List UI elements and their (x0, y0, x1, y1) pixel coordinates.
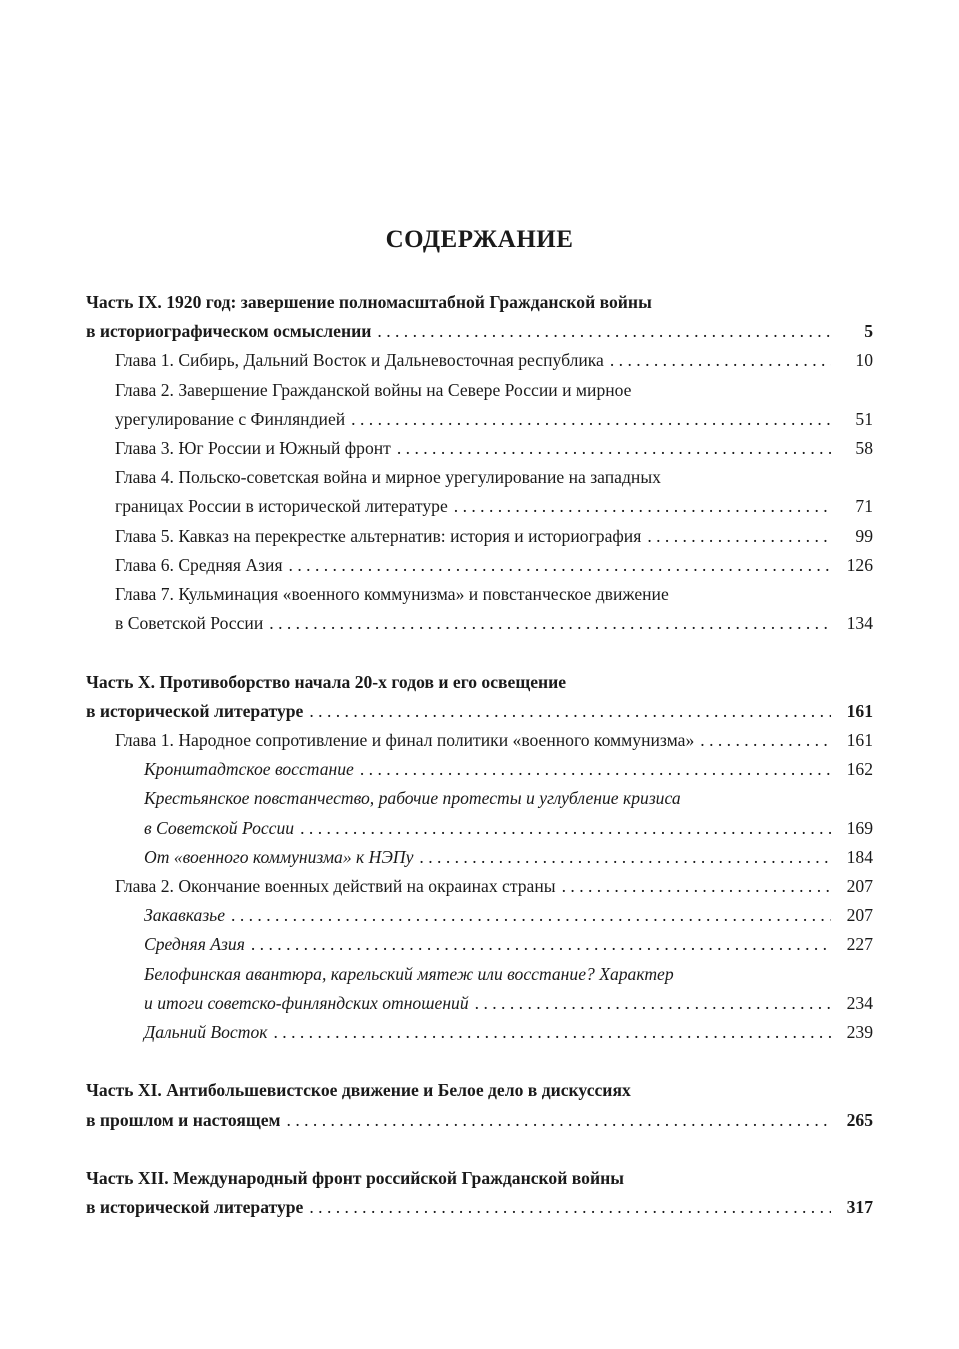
toc-entry-title: Глава 1. Народное сопротивление и финал политики «военного коммунизма» (115, 730, 695, 751)
page-title: СОДЕРЖАНИЕ (385, 226, 574, 253)
toc-entry-chapter[interactable] (86, 346, 873, 375)
toc-entry-title: границах России в исторической литературе (115, 496, 448, 517)
page-number: 99 (855, 525, 873, 546)
dot-leader (231, 901, 831, 930)
dot-leader (475, 989, 831, 1018)
page-number: 71 (855, 496, 873, 517)
dot-leader (351, 405, 831, 434)
toc-entry-title-line: Часть XI. Антибольшевистское движение и Белое дело в дискуссиях (86, 1080, 631, 1101)
toc-entry-part[interactable] (86, 668, 873, 726)
dot-leader (300, 814, 831, 843)
page-number: 51 (855, 408, 873, 429)
toc-entry-title-line: Глава 4. Польско-советская война и мирное урегулирование на западных (115, 467, 661, 488)
toc-entry-title-line: Глава 7. Кульминация «военного коммунизма» и повстанческое движение (115, 584, 669, 605)
toc-entry-part[interactable] (86, 288, 873, 346)
dot-leader (360, 755, 831, 784)
toc-entry-chapter[interactable] (86, 522, 873, 551)
toc-entry-section[interactable] (86, 843, 873, 872)
toc-entry-title: От «военного коммунизма» к НЭПу (144, 846, 414, 867)
dot-leader (251, 930, 831, 959)
toc-entry-section[interactable] (86, 1018, 873, 1047)
toc-entry-section[interactable] (86, 930, 873, 959)
dot-leader (562, 872, 831, 901)
dot-leader (647, 522, 831, 551)
dot-leader (309, 1193, 831, 1222)
toc-entry-title: урегулирование с Финляндией (115, 408, 346, 429)
toc-entry-title: Глава 5. Кавказ на перекрестке альтернатив: история и историография (115, 525, 642, 546)
dot-leader (287, 1106, 831, 1135)
page-number: 169 (846, 817, 873, 838)
dot-leader (700, 726, 831, 755)
toc-entry-title: и итоги советско-финляндских отношений (144, 992, 469, 1013)
toc-entry-chapter[interactable] (86, 726, 873, 755)
page-number: 317 (846, 1197, 873, 1218)
section-spacer (86, 1135, 873, 1164)
toc-entry-section[interactable] (86, 755, 873, 784)
page-number: 134 (846, 613, 873, 634)
toc-entry-title: Глава 3. Юг России и Южный фронт (115, 438, 391, 459)
page-number: 5 (864, 321, 873, 342)
page-number: 126 (846, 554, 873, 575)
toc-entry-title: Закавказье (144, 905, 226, 926)
toc-entry-title: в исторической литературе (86, 1197, 304, 1218)
page-number: 10 (855, 350, 873, 371)
toc-entry-title: Кронштадтское восстание (144, 759, 354, 780)
page-number: 58 (855, 438, 873, 459)
page-number: 239 (846, 1022, 873, 1043)
toc-entry-chapter[interactable] (86, 551, 873, 580)
toc-entry-title: в историографическом осмыслении (86, 321, 372, 342)
toc-entry-title: Глава 1. Сибирь, Дальний Восток и Дальневосточная республика (115, 350, 604, 371)
toc-entry-section[interactable] (86, 784, 873, 842)
toc-entry-title: в Советской России (144, 817, 295, 838)
section-spacer (86, 638, 873, 667)
table-of-contents (86, 288, 873, 1222)
dot-leader (269, 609, 831, 638)
page-number: 162 (846, 759, 873, 780)
page-number: 161 (846, 730, 873, 751)
toc-entry-chapter[interactable] (86, 434, 873, 463)
toc-entry-part[interactable] (86, 1164, 873, 1222)
toc-entry-chapter[interactable] (86, 376, 873, 434)
toc-entry-chapter[interactable] (86, 580, 873, 638)
toc-entry-title-line: Часть IX. 1920 год: завершение полномасштабной Гражданской войны (86, 292, 652, 312)
dot-leader (309, 697, 831, 726)
dot-leader (419, 843, 831, 872)
toc-entry-title: в прошлом и настоящем (86, 1109, 281, 1130)
toc-entry-chapter[interactable] (86, 872, 873, 901)
page-number: 207 (846, 905, 873, 926)
page-number: 161 (846, 700, 873, 721)
toc-entry-title: в Советской России (115, 613, 264, 634)
toc-entry-title-line: Белофинская авантюра, карельский мятеж или восстание? Характер (144, 963, 674, 984)
toc-entry-title-line: Часть X. Противоборство начала 20-х годов и его освещение (86, 671, 567, 692)
dot-leader (397, 434, 831, 463)
toc-entry-part[interactable] (86, 1076, 873, 1134)
toc-entry-title: Средняя Азия (144, 934, 245, 955)
section-spacer (86, 1047, 873, 1076)
dot-leader (273, 1018, 831, 1047)
dot-leader (377, 317, 831, 346)
toc-entry-title: Дальний Восток (144, 1022, 268, 1043)
dot-leader (454, 492, 831, 521)
page-number: 207 (846, 876, 873, 897)
toc-entry-chapter[interactable] (86, 463, 873, 521)
dot-leader (610, 346, 831, 375)
toc-entry-title-line: Часть XII. Международный фронт российской Гражданской войны (86, 1168, 624, 1189)
page-number: 265 (846, 1109, 873, 1130)
toc-entry-title: Глава 2. Окончание военных действий на окраинах страны (115, 876, 556, 897)
toc-entry-title-line: Крестьянское повстанчество, рабочие протесты и углубление кризиса (144, 788, 681, 809)
toc-entry-title: Глава 6. Средняя Азия (115, 554, 283, 575)
page-number: 184 (846, 846, 873, 867)
toc-entry-section[interactable] (86, 960, 873, 1018)
toc-entry-title-line: Глава 2. Завершение Гражданской войны на Севере России и мирное (115, 379, 632, 400)
dot-leader (289, 551, 831, 580)
page-number: 234 (846, 992, 873, 1013)
toc-entry-title: в исторической литературе (86, 700, 304, 721)
page-number: 227 (846, 934, 873, 955)
toc-entry-section[interactable] (86, 901, 873, 930)
